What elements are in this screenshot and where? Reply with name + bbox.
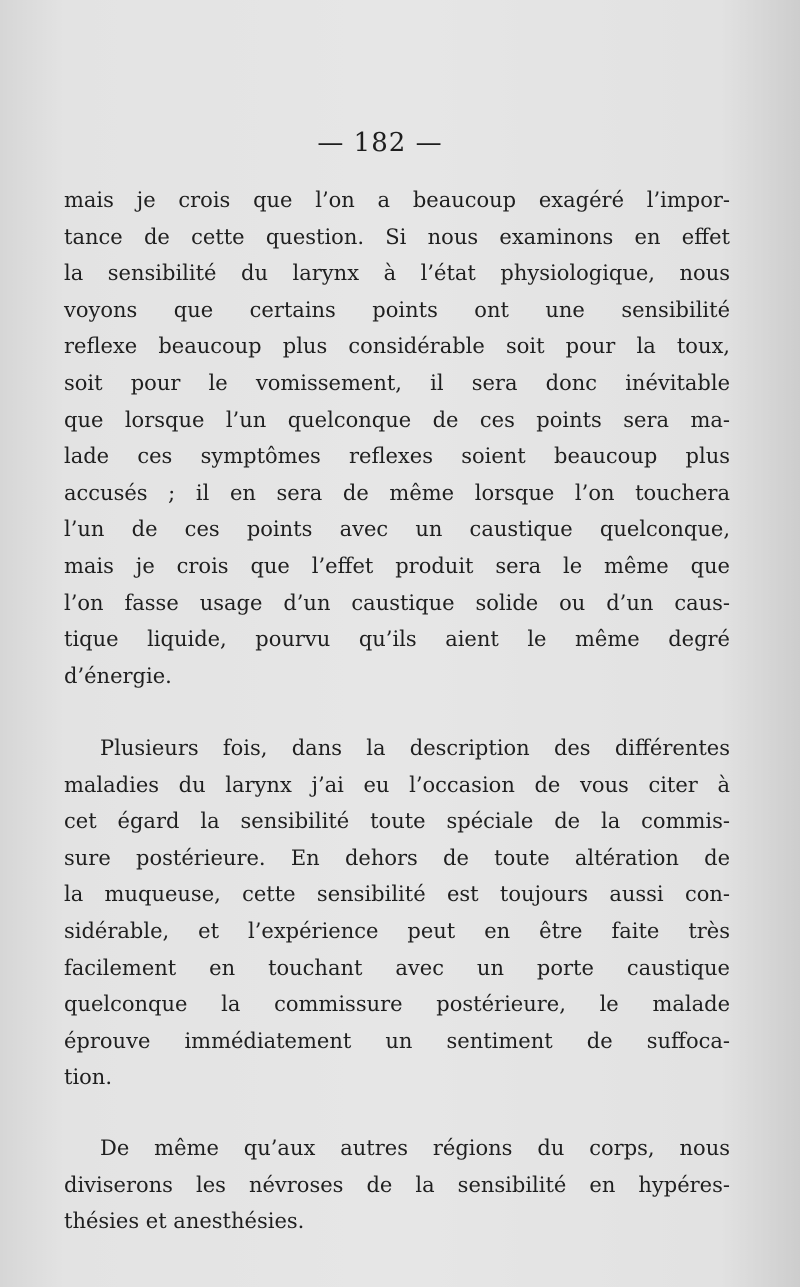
text-line: mais je crois que l’on a beaucoup exagéré l’impor- [64,188,730,212]
text-line: d’énergie. [64,663,172,688]
text-line: que lorsque l’un quelconque de ces points sera ma- [64,407,730,432]
text-line: De même qu’aux autres régions du corps, nous [100,1136,730,1160]
text-line: la muqueuse, cette sensibilité est toujours aussi con- [64,882,730,907]
text-line: sidérable, et l’expérience peut en être faite très [64,918,730,943]
text-line: l’on fasse usage d’un caustique solide ou d’un caus- [64,590,730,615]
paragraph-3 [64,1130,730,1240]
text-line: accusés ; il en sera de même lorsque l’on touchera [64,480,730,505]
text-line: voyons que certains points ont une sensibilité [64,297,730,322]
paragraph-2 [64,730,730,1096]
text-line: sure postérieure. En dehors de toute altération de [64,845,730,870]
text-line: Plusieurs fois, dans la description des différentes [100,736,730,760]
text-line: cet égard la sensibilité toute spéciale de la commis- [64,809,730,834]
page-number: — 182 — [317,128,443,158]
text-line: reflexe beaucoup plus considérable soit pour la toux, [64,334,730,359]
text-line: facilement en touchant avec un porte caustique [64,955,730,980]
text-line: l’un de ces points avec un caustique quelconque, [64,517,730,542]
text-line: tique liquide, pourvu qu’ils aient le même degré [64,627,730,652]
paragraph-1 [64,182,730,694]
text-line: lade ces symptômes reflexes soient beaucoup plus [64,444,730,469]
text-line: éprouve immédiatement un sentiment de suffoca- [64,1028,730,1053]
text-line: tion. [64,1065,112,1090]
text-line: quelconque la commissure postérieure, le malade [64,992,730,1017]
text-line: mais je crois que l’effet produit sera le même que [64,553,730,578]
text-line: soit pour le vomissement, il sera donc inévitable [64,370,730,395]
text-line: maladies du larynx j’ai eu l’occasion de vous citer à [64,772,730,797]
text-line: diviserons les névroses de la sensibilité en hypéres- [64,1172,730,1197]
text-line: thésies et anesthésies. [64,1209,305,1234]
text-line: tance de cette question. Si nous examinons en effet [64,224,730,249]
text-line: la sensibilité du larynx à l’état physiologique, nous [64,261,730,286]
